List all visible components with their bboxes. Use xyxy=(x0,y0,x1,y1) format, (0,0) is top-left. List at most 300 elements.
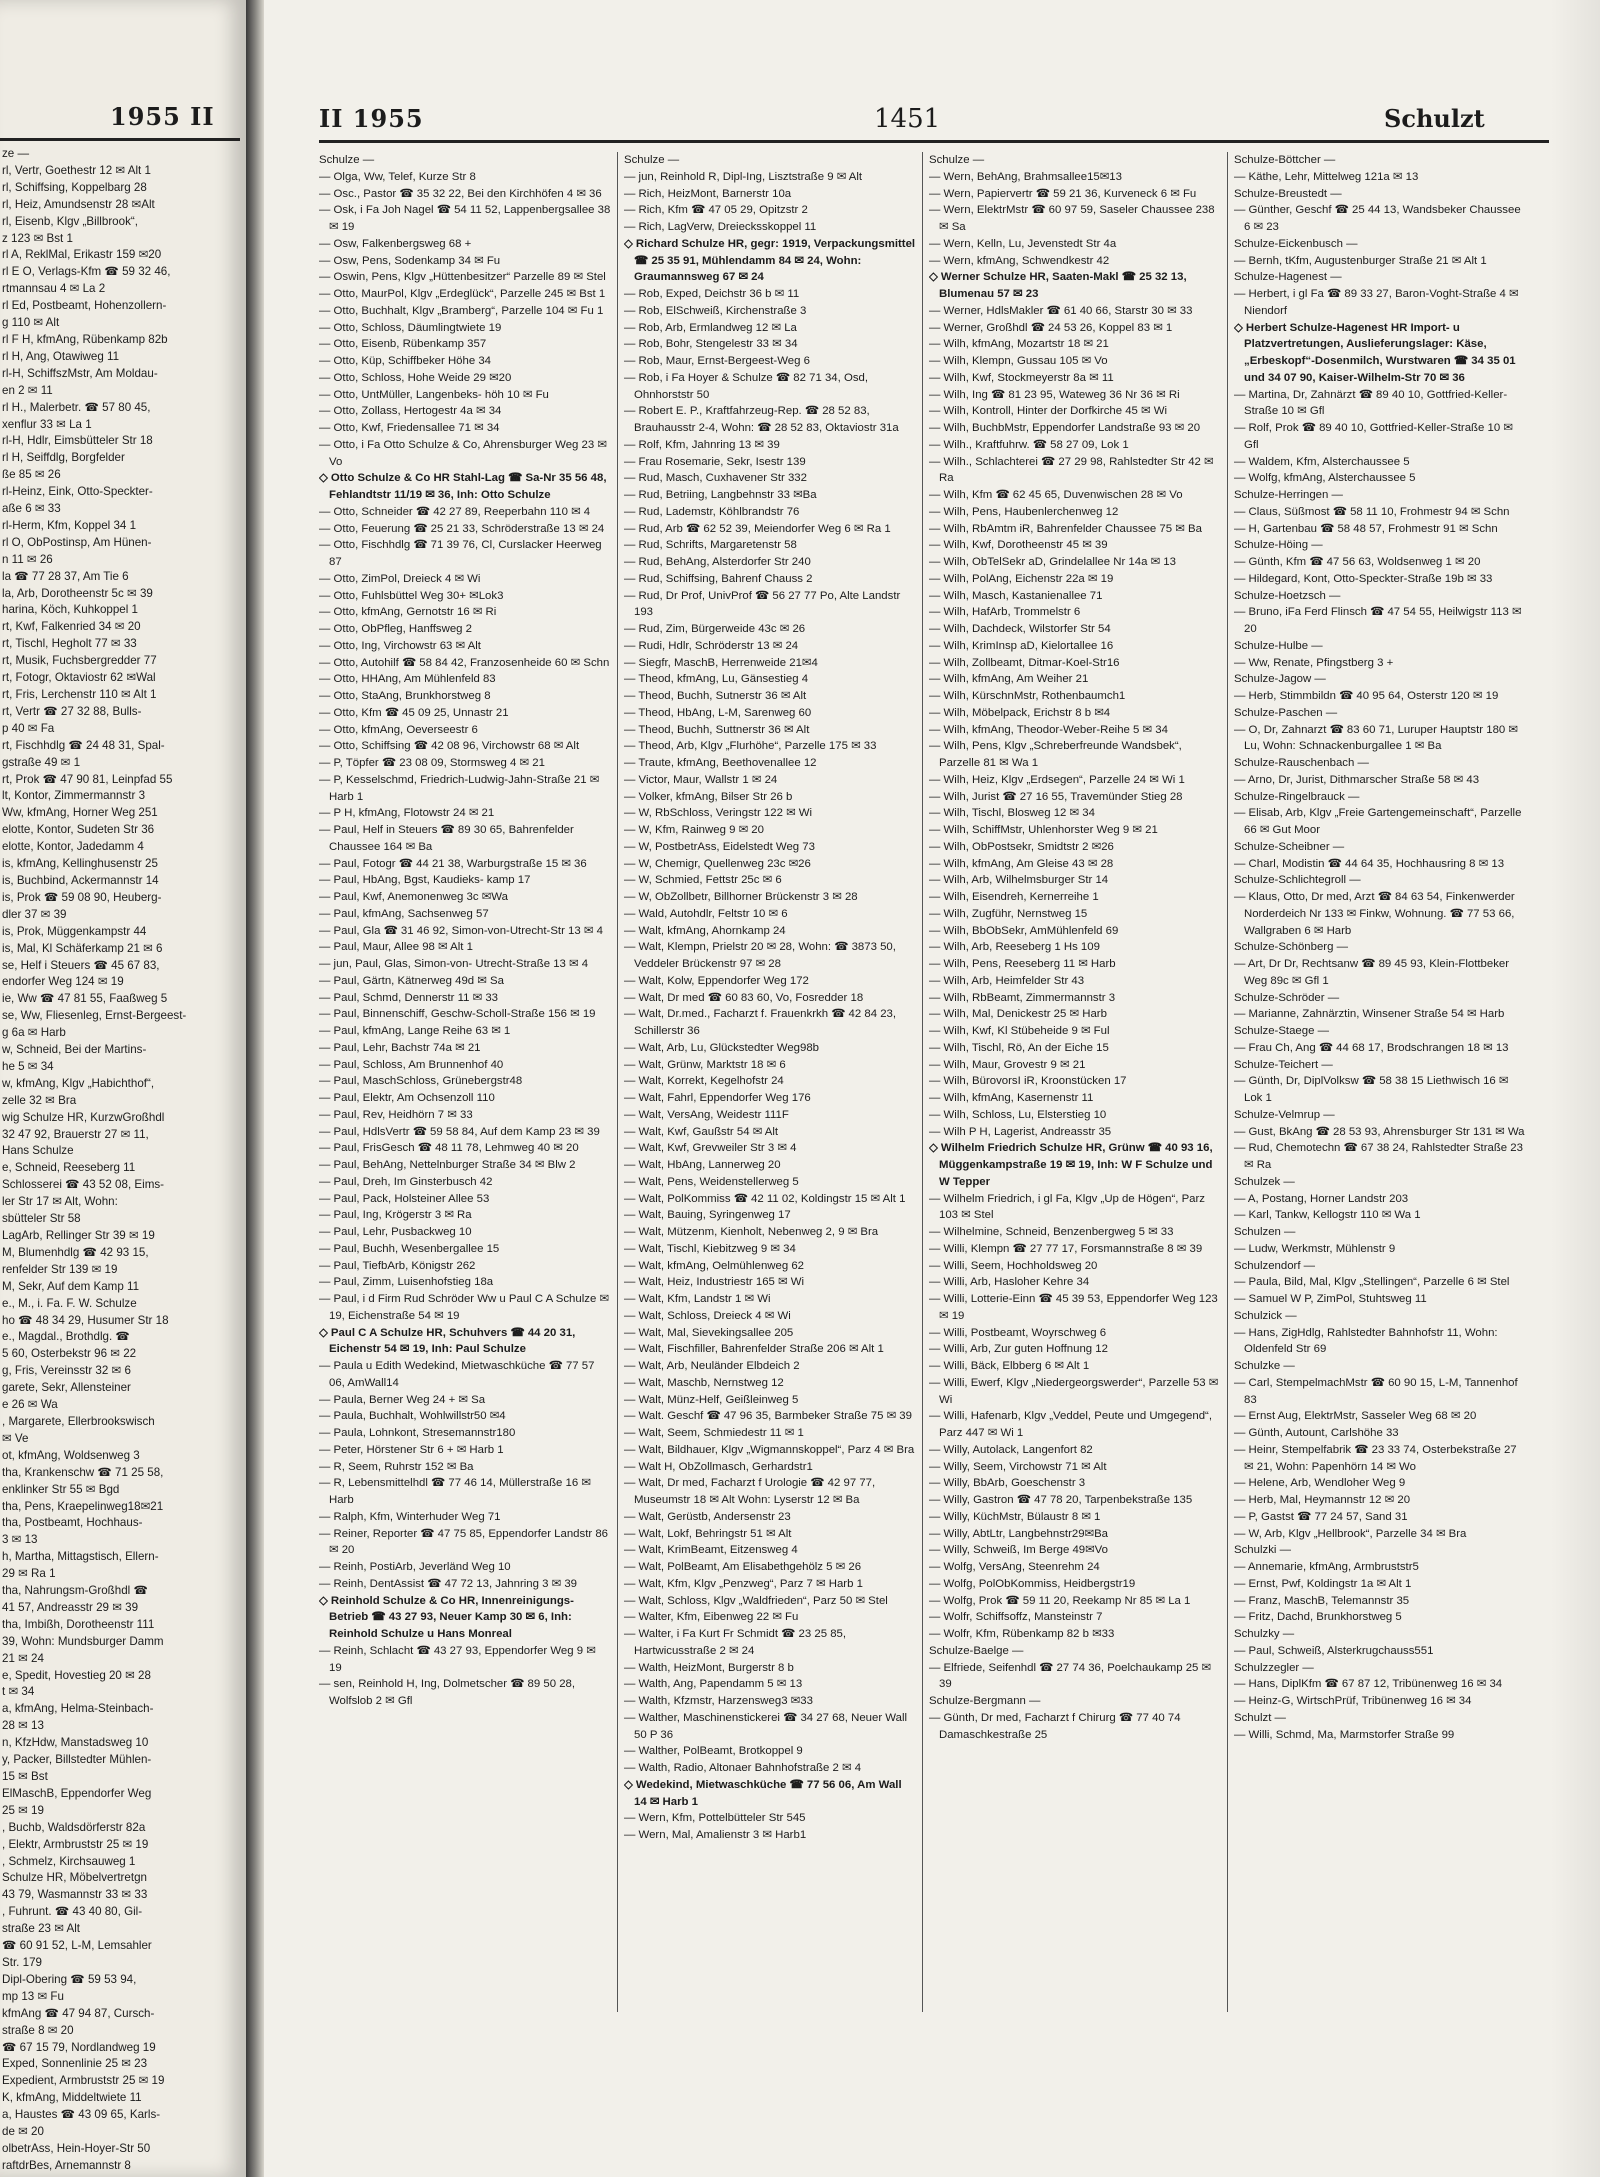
directory-entry: — Willi, Seem, Hochholdsweg 20 xyxy=(929,1259,1098,1272)
directory-entry: — Otto, Kfm ☎ 45 09 25, Unnastr 21 xyxy=(319,706,509,719)
surname-heading: Schulze-Schlichtegroll — xyxy=(1234,874,1361,887)
directory-entry: — Wilh, Tischl, Blosweg 12 ✉ 34 xyxy=(929,807,1095,820)
directory-entry: — Herb, Stimmbildn ☎ 40 95 64, Osterstr 120 ✉ 19 xyxy=(1234,690,1499,702)
left-page-line: dler 37 ✉ 39 xyxy=(2,907,67,921)
left-page-line: ße 85 ✉ 26 xyxy=(2,468,61,482)
left-page-line: rt, Kwf, Falkenried 34 ✉ 20 xyxy=(2,620,141,634)
left-page-line: se, Ww, Fliesenleg, Ernst-Bergeest- xyxy=(2,1009,187,1023)
directory-entry: — Willi, Ewerf, Klgv „Niedergeorgswerder“, Parzelle 53 ✉ Wi xyxy=(929,1376,1219,1406)
directory-entry: — Wilh, Jurist ☎ 27 16 55, Travemünder Stieg 28 xyxy=(929,790,1183,803)
left-page-line: 3 ✉ 13 xyxy=(2,1533,38,1547)
directory-entry: — Marianne, Zahnärztin, Winsener Straße 54 ✉ Harb xyxy=(1234,1008,1505,1021)
directory-entry: — Rob, i Fa Hoyer & Schulze ☎ 82 71 34, Osd, Ohnhorststr 50 xyxy=(624,371,869,401)
directory-entry: — Walt, Arb, Neuländer Elbdeich 2 xyxy=(624,1360,800,1372)
directory-entry: — Wolfg, VersAng, Steenrehm 24 xyxy=(929,1561,1100,1573)
directory-entry: — Otto, Autohilf ☎ 58 84 42, Franzosenheide 60 ✉ Schn xyxy=(319,656,610,669)
directory-entry: — Wilh, kfmAng, Kasernenstr 11 xyxy=(929,1092,1094,1104)
directory-entry: — Walt, HbAng, Lannerweg 20 xyxy=(624,1159,781,1171)
directory-entry: — Wolfg, Prok ☎ 59 11 20, Reekamp Nr 85 ✉ La 1 xyxy=(929,1594,1191,1607)
directory-entry: — Wilh, Heiz, Klgv „Erdsegen“, Parzelle 24 ✉ Wi 1 xyxy=(929,773,1185,786)
directory-entry: — Wilh, Pens, Haubenlerchenweg 12 xyxy=(929,505,1119,518)
directory-entry: — Walther, Maschinenstickerei ☎ 34 27 68, Neuer Wall 50 P 36 xyxy=(624,1711,908,1741)
directory-entry: — Wilhelm Friedrich, i gl Fa, Klgv „Up de Högen“, Parz 103 ✉ Stel xyxy=(929,1192,1205,1222)
directory-entry: — W, RbSchloss, Veringstr 122 ✉ Wi xyxy=(624,807,813,820)
left-page-line: 29 ✉ Ra 1 xyxy=(2,1567,56,1581)
directory-entry: — Willi, Klempn ☎ 27 77 17, Forsmannstraße 8 ✉ 39 xyxy=(929,1242,1203,1255)
directory-entry: — Wald, Autohdlr, Feltstr 10 ✉ 6 xyxy=(624,907,788,920)
directory-entry: — Wilh, KrimInsp aD, Kielortallee 16 xyxy=(929,639,1114,652)
surname-heading: Schulze-Schönberg — xyxy=(1234,941,1348,954)
left-page-line: 41 57, Andreasstr 29 ✉ 39 xyxy=(2,1600,139,1614)
directory-entry: — Wilh, Mal, Denickestr 25 ✉ Harb xyxy=(929,1008,1107,1021)
directory-entry: — Wilh, Ing ☎ 81 23 95, Wateweg 36 Nr 36 ✉ Ri xyxy=(929,388,1180,401)
left-page-line: is, Prok, Müggenkampstr 44 xyxy=(2,924,147,938)
left-page-line: Dipl-Obering ☎ 59 53 94, xyxy=(2,1972,137,1986)
surname-heading: Schulzick — xyxy=(1234,1309,1297,1322)
directory-entry: — Werner, HdlsMakler ☎ 61 40 66, Starstr 30 ✉ 33 xyxy=(929,304,1193,317)
firm-entry: ◇ Reinhold Schulze & Co HR, Innenreinigungs-Betrieb ☎ 43 27 93, Neuer Kamp 30 ✉ 6, Inh: Reinhold Schulze u Hans Monreal xyxy=(319,1594,574,1640)
directory-entry: — Walter, i Fa Kurt Fr Schmidt ☎ 23 25 85, Hartwicusstraße 2 ✉ 24 xyxy=(624,1628,847,1657)
left-page-line: 28 ✉ 13 xyxy=(2,1719,44,1733)
directory-entry: — W, Arb, Klgv „Hellbrook“, Parzelle 34 ✉ Bra xyxy=(1234,1527,1467,1540)
left-page-line: rt, Fris, Lerchenstr 110 ✉ Alt 1 xyxy=(2,688,157,701)
left-page-line: g, Fris, Vereinsstr 32 ✉ 6 xyxy=(2,1364,131,1378)
directory-entry: — Wolfg, PolObKommiss, Heidbergstr19 xyxy=(929,1577,1136,1590)
directory-entry: — Paul, kfmAng, Sachsenweg 57 xyxy=(319,907,489,920)
directory-entry: — Otto, Feuerung ☎ 25 21 33, Schröderstraße 13 ✉ 24 xyxy=(319,522,605,535)
right-page-header-left: II 1955 xyxy=(319,104,424,133)
directory-entry: — Walt, Klempn, Prielstr 20 ✉ 28, Wohn: ☎ 3873 50, Veddeler Brückenstr 97 ✉ 28 xyxy=(624,941,896,970)
directory-entry: — Otto, Ing, Virchowstr 63 ✉ Alt xyxy=(319,639,481,652)
directory-entry: — Walter, Kfm, Eibenweg 22 ✉ Fu xyxy=(624,1611,799,1624)
left-page-line: 39, Wohn: Mundsburger Damm xyxy=(2,1634,164,1648)
left-page-line: rt, Fotogr, Oktaviostr 62 ✉Wal xyxy=(2,671,156,685)
left-page-line: tha, Nahrungsm-Großhdl ☎ xyxy=(2,1584,148,1598)
right-page xyxy=(264,0,1600,2177)
left-page-line: , Fuhrunt. ☎ 43 40 80, Gil- xyxy=(2,1905,143,1919)
directory-entry: — Otto, UntMüller, Langenbeks- höh 10 ✉ Fu xyxy=(319,388,549,401)
directory-entry: — Paula u Edith Wedekind, Mietwaschküche ☎ 77 57 06, AmWall14 xyxy=(319,1360,595,1389)
directory-entry: — Walt, Kolw, Eppendorfer Weg 172 xyxy=(624,974,809,987)
directory-entry: — P, Töpfer ☎ 23 08 09, Stormsweg 4 ✉ 21 xyxy=(319,757,545,769)
directory-entry: — Paul, Zimm, Luisenhofstieg 18a xyxy=(319,1276,494,1289)
directory-entry: — Paul, BehAng, Nettelnburger Straße 34 ✉ Blw 2 xyxy=(319,1159,576,1171)
directory-entry: — H, Gartenbau ☎ 58 48 57, Frohmestr 91 ✉ Schn xyxy=(1234,522,1498,535)
left-page-line: y, Packer, Billstedter Mühlen- xyxy=(2,1753,152,1767)
directory-entry: — Wilh, HafArb, Trommelstr 6 xyxy=(929,606,1081,619)
directory-entry: — Walt, Grünw, Marktstr 18 ✉ 6 xyxy=(624,1058,786,1071)
directory-entry: — Rud, BehAng, Alsterdorfer Str 240 xyxy=(624,556,811,568)
directory-entry: — Wilh, Maur, Grovestr 9 ✉ 21 xyxy=(929,1058,1086,1071)
directory-entry: — Walt, Lokf, Behringstr 51 ✉ Alt xyxy=(624,1527,792,1540)
directory-entry: — Wilh, ObTelSekr aD, Grindelallee Nr 14a ✉ 13 xyxy=(929,556,1176,568)
directory-entry: — Walt, Bildhauer, Klgv „Wigmannskoppel“, Parz 4 ✉ Bra xyxy=(624,1443,915,1456)
surname-heading: Schulzek — xyxy=(1234,1175,1295,1188)
left-page-line: ho ☎ 48 34 29, Husumer Str 18 xyxy=(2,1313,169,1327)
directory-entry: — Otto, ObPfleg, Hanffsweg 2 xyxy=(319,623,473,635)
directory-entry: — Paul, Fotogr ☎ 44 21 38, Warburgstraße 15 ✉ 36 xyxy=(319,857,587,870)
left-page-line: endorfer Weg 124 ✉ 19 xyxy=(2,975,124,989)
directory-entry: — Herb, Mal, Heymannstr 12 ✉ 20 xyxy=(1234,1494,1411,1506)
firm-entry: ◇ Herbert Schulze-Hagenest HR Import- u Platzvertretungen, Auslieferungslager: Käse, „Erbeskopf“-Dosenmilch, Wurstwaren ☎ 34 35 01 und 34 07 90, Kaiser-Wilhelm-Str 70 ✉ 36 xyxy=(1234,321,1516,384)
directory-entry: — Wilh, Arb, Reeseberg 1 Hs 109 xyxy=(929,941,1100,954)
directory-entry: — Willi, Lotterie-Einn ☎ 45 39 53, Eppendorfer Weg 123 ✉ 19 xyxy=(929,1293,1218,1322)
directory-entry: — Rob, Exped, Deichstr 36 b ✉ 11 xyxy=(624,288,800,300)
left-page-line: w, Schneid, Bei der Martins- xyxy=(2,1043,147,1057)
directory-entry: — Rob, ElSchweiß, Kirchenstraße 3 xyxy=(624,304,807,317)
directory-entry: — Theod, Arb, Klgv „Flurhöhe“, Parzelle 175 ✉ 33 xyxy=(624,740,877,753)
left-page-line: e, Schneid, Reeseberg 11 xyxy=(2,1161,136,1175)
directory-entry: — Wilh, RbAmtm iR, Bahrenfelder Chaussee 75 ✉ Ba xyxy=(929,522,1202,535)
directory-entry: — Walt, kfmAng, Ahornkamp 24 xyxy=(624,924,786,937)
directory-entry: — Wern, Kelln, Lu, Jevenstedt Str 4a xyxy=(929,237,1117,250)
directory-entry: — Walt, Heiz, Industriestr 165 ✉ Wi xyxy=(624,1276,805,1289)
left-page-line: rl-H, Hdlr, Eimsbütteler Str 18 xyxy=(2,434,153,448)
surname-heading: Schulze-Hagenest — xyxy=(1234,271,1342,284)
directory-entry: — P, Kesselschmd, Friedrich-Ludwig-Jahn-Straße 21 ✉ Harb 1 xyxy=(319,773,600,803)
left-page-line: is, kfmAng, Kellinghusenstr 25 xyxy=(2,857,158,871)
left-page-line: tha, Krankenschw ☎ 71 25 58, xyxy=(2,1465,164,1479)
directory-entry: — Paul, Elektr, Am Ochsenzoll 110 xyxy=(319,1092,495,1104)
directory-entry: — A, Postang, Horner Landstr 203 xyxy=(1234,1192,1409,1205)
directory-entry: — Paul, HbAng, Bgst, Kaudieks- kamp 17 xyxy=(319,874,531,887)
left-page-line: tha, Pens, Kraepelinweg18✉21 xyxy=(2,1499,164,1513)
directory-entry: — Otto, Eisenb, Rübenkamp 357 xyxy=(319,338,487,351)
directory-entry: — Annemarie, kfmAng, Armbruststr5 xyxy=(1234,1561,1419,1573)
directory-entry: — Otto, Schloss, Hohe Weide 29 ✉20 xyxy=(319,371,512,384)
directory-entry: — Wilh, Dachdeck, Wilstorfer Str 54 xyxy=(929,623,1111,635)
left-page-line: rt, Vertr ☎ 27 32 88, Bulls- xyxy=(2,704,142,718)
left-page-line: , Margarete, Ellerbrookswisch xyxy=(2,1414,155,1428)
left-page-line: g 110 ✉ Alt xyxy=(2,316,60,330)
directory-entry: — Paul, Lehr, Bachstr 74a ✉ 21 xyxy=(319,1041,481,1054)
firm-entry: ◇ Werner Schulze HR, Saaten-Makl ☎ 25 32 13, Blumenau 57 ✉ 23 xyxy=(929,271,1187,300)
directory-entry: — Victor, Maur, Wallstr 1 ✉ 24 xyxy=(624,773,778,786)
directory-entry: — Walt, Pens, Weidenstellerweg 5 xyxy=(624,1175,799,1188)
directory-entry: — Elfriede, Seifenhdl ☎ 27 74 36, Poelchaukamp 25 ✉ 39 xyxy=(929,1661,1212,1691)
directory-entry: — Walt, Münz-Helf, Geißleinweg 5 xyxy=(624,1393,799,1406)
directory-entry: — Carl, StempelmachMstr ☎ 60 90 15, L-M, Tannenhof 83 xyxy=(1234,1376,1518,1406)
left-page xyxy=(0,0,246,2177)
directory-entry: — Otto, ZimPol, Dreieck 4 ✉ Wi xyxy=(319,572,481,585)
directory-entry: — Walt, Mützenm, Kienholt, Nebenweg 2, 9 ✉ Bra xyxy=(624,1226,879,1238)
directory-entry: — Theod, kfmAng, Lu, Gänsestieg 4 xyxy=(624,673,809,686)
left-page-line: Schlosserei ☎ 43 52 08, Eims- xyxy=(2,1178,165,1192)
directory-entry: — Olga, Ww, Telef, Kurze Str 8 xyxy=(319,170,476,183)
directory-column-3 xyxy=(929,152,1221,2032)
surname-heading: Schulzke — xyxy=(1234,1360,1295,1372)
directory-entry: — Paul, MaschSchloss, Grünebergstr48 xyxy=(319,1075,523,1088)
directory-entry: — Wern, Kfm, Pottelbütteler Str 545 xyxy=(624,1812,806,1825)
directory-entry: — Walt, Seem, Schmiedestr 11 ✉ 1 xyxy=(624,1427,804,1439)
directory-entry: — Otto, kfmAng, Oeverseestr 6 xyxy=(319,723,478,736)
left-page-line: 25 ✉ 19 xyxy=(2,1803,44,1817)
directory-entry: — Rich, Kfm ☎ 47 05 29, Opitzstr 2 xyxy=(624,204,808,217)
directory-entry: — Hans, DiplKfm ☎ 67 87 12, Tribünenweg 16 ✉ 34 xyxy=(1234,1678,1503,1691)
left-page-line: e., Magdal., Brothdlg. ☎ xyxy=(2,1330,130,1344)
directory-entry: — Willy, BbArb, Goeschenstr 3 xyxy=(929,1477,1086,1490)
directory-entry: — Otto, Schneider ☎ 42 27 89, Reeperbahn 110 ✉ 4 xyxy=(319,505,591,518)
directory-entry: — W, Chemigr, Quellenweg 23c ✉26 xyxy=(624,857,811,870)
directory-entry: — Otto, Kwf, Friedensallee 71 ✉ 34 xyxy=(319,422,500,434)
directory-entry: — Wilh P H, Lagerist, Andreasstr 35 xyxy=(929,1125,1112,1138)
directory-entry: — Wilh, BürovorsI iR, Kroonstücken 17 xyxy=(929,1075,1127,1088)
surname-heading: Schulze-Hulbe — xyxy=(1234,639,1323,652)
left-page-line: 15 ✉ Bst xyxy=(2,1770,48,1783)
directory-entry: — Claus, Süßmost ☎ 58 11 10, Frohmestr 94 ✉ Schn xyxy=(1234,505,1510,518)
firm-entry: ◇ Otto Schulze & Co HR Stahl-Lag ☎ Sa-Nr 35 56 48, Fehlandtstr 11/19 ✉ 36, Inh: Otto Schulze xyxy=(319,472,607,501)
left-page-line: e., M., i. Fa. F. W. Schulze xyxy=(2,1296,137,1310)
left-page-line: Ww, kfmAng, Horner Weg 251 xyxy=(2,806,158,820)
directory-entry: — Walt H, ObZollmasch, Gerhardstr1 xyxy=(624,1460,813,1473)
surname-heading: Schulze-Herringen — xyxy=(1234,489,1343,501)
directory-entry: — Wern, BehAng, Brahmsallee15✉13 xyxy=(929,170,1122,183)
directory-entry: — Frau Rosemarie, Sekr, Isestr 139 xyxy=(624,455,806,468)
directory-entry: — R, Seem, Ruhrstr 152 ✉ Ba xyxy=(319,1460,474,1473)
left-page-line: Str. 179 xyxy=(2,1955,42,1969)
left-page-line: kfmAng ☎ 47 94 87, Cursch- xyxy=(2,2006,155,2020)
directory-entry: — Walt, Schloss, Dreieck 4 ✉ Wi xyxy=(624,1309,791,1322)
directory-entry: — Paul, Gärtn, Kätnerweg 49d ✉ Sa xyxy=(319,974,504,987)
directory-entry: — Wilh, ObPostsekr, Smidtstr 2 ✉26 xyxy=(929,840,1114,853)
directory-entry: — Paul, Schloss, Am Brunnenhof 40 xyxy=(319,1058,504,1071)
left-page-line: ie, Ww ☎ 47 81 55, Faaßweg 5 xyxy=(2,992,168,1006)
left-page-line: rl-Herm, Kfm, Koppel 34 1 xyxy=(2,518,137,532)
directory-entry: — Otto, StaAng, Brunkhorstweg 8 xyxy=(319,690,491,702)
directory-entry: — Wilh, kfmAng, Am Weiher 21 xyxy=(929,673,1089,686)
surname-heading: Schulze-Staege — xyxy=(1234,1025,1329,1037)
directory-entry: — Traute, kfmAng, Beethovenallee 12 xyxy=(624,757,817,769)
directory-entry: — Otto, Schiffsing ☎ 42 08 96, Virchowstr 68 ✉ Alt xyxy=(319,740,580,753)
left-page-line: K, kfmAng, Middeltwiete 11 xyxy=(2,2091,142,2105)
directory-entry: — W, ObZollbetr, Billhorner Brückenstr 3 ✉ 28 xyxy=(624,891,858,903)
left-page-line: ✉ Ve xyxy=(2,1431,29,1445)
directory-entry: — Wilh, Pens, Klgv „Schreberfreunde Wandsbek“, Parzelle 81 ✉ Wa 1 xyxy=(929,740,1182,769)
directory-column-2 xyxy=(624,152,916,2032)
left-page-line: a, Haustes ☎ 43 09 65, Karls- xyxy=(2,2108,161,2122)
directory-entry: — Paul, Gla ☎ 31 46 92, Simon-von-Utrecht-Str 13 ✉ 4 xyxy=(319,924,603,937)
directory-entry: — Walt, PolBeamt, Am Elisabethgehölz 5 ✉ 26 xyxy=(624,1561,862,1573)
directory-entry: — Otto, Buchhalt, Klgv „Bramberg“, Parzelle 104 ✉ Fu 1 xyxy=(319,304,604,317)
surname-heading: Schulzky — xyxy=(1234,1628,1295,1640)
directory-entry: — Rud, Dr Prof, UnivProf ☎ 56 27 77 Po, Alte Landstr 193 xyxy=(624,589,901,619)
directory-entry: — Osw, Pens, Sodenkamp 34 ✉ Fu xyxy=(319,254,501,267)
directory-entry: — Samuel W P, ZimPol, Stuhtsweg 11 xyxy=(1234,1293,1427,1305)
left-page-line: tha, Imbißh, Dorotheenstr 111 xyxy=(2,1617,155,1631)
directory-entry: — W, PostbetrAss, Eidelstedt Weg 73 xyxy=(624,840,815,853)
directory-entry: — P, Gastst ☎ 77 24 57, Sand 31 xyxy=(1234,1510,1408,1523)
directory-entry: — Franz, MaschB, Telemannstr 35 xyxy=(1234,1594,1410,1607)
directory-entry: — Paul, Helf in Steuers ☎ 89 30 65, Bahrenfelder Chaussee 164 ✉ Ba xyxy=(319,824,574,853)
left-page-line: rl O, ObPostinsp, Am Hünen- xyxy=(2,535,152,549)
directory-entry: — Rud, Lademstr, Köhlbrandstr 76 xyxy=(624,505,800,518)
directory-entry: — Ernst, Pwf, Koldingstr 1a ✉ Alt 1 xyxy=(1234,1577,1412,1590)
directory-entry: — Paul, Buchh, Wesenbergallee 15 xyxy=(319,1242,500,1255)
directory-entry: — Walther, PolBeamt, Brotkoppel 9 xyxy=(624,1745,803,1758)
directory-entry: — Wilh, Tischl, Rö, An der Eiche 15 xyxy=(929,1041,1109,1054)
directory-entry: — Willy, KüchMstr, Bülaustr 8 ✉ 1 xyxy=(929,1510,1101,1523)
left-page-line: z 123 ✉ Bst 1 xyxy=(2,231,73,245)
left-page-line: he 5 ✉ 34 xyxy=(2,1059,54,1073)
directory-entry: — Klaus, Otto, Dr med, Arzt ☎ 84 63 54, Finkenwerder Norderdeich Nr 133 ✉ Finkw, Wohnung. ☎ 77 53 66, Wallgraben 6 ✉ Harb xyxy=(1234,891,1515,937)
surname-heading: Schulze — xyxy=(929,154,985,166)
left-page-line: , Elektr, Armbruststr 25 ✉ 19 xyxy=(2,1837,149,1851)
directory-entry: — Werner, Großhdl ☎ 24 53 26, Koppel 83 ✉ 1 xyxy=(929,321,1173,334)
directory-entry: — Bruno, iFa Ferd Flinsch ☎ 47 54 55, Heilwigstr 113 ✉ 20 xyxy=(1234,606,1522,635)
directory-entry: — Walth, Kfzmstr, Harzensweg3 ✉33 xyxy=(624,1695,813,1707)
directory-entry: — Wilh, Zugführ, Nernstweg 15 xyxy=(929,907,1088,920)
directory-entry: — Wilh, Eisendreh, Kernerreihe 1 xyxy=(929,891,1099,903)
left-page-line: rl H, Ang, Otawiweg 11 xyxy=(2,349,120,363)
directory-entry: — Walt, Kfm, Landstr 1 ✉ Wi xyxy=(624,1293,771,1305)
left-page-line: is, Prok ☎ 59 08 90, Heuberg- xyxy=(2,890,162,904)
directory-entry: — Walt, Schloss, Klgv „Waldfrieden“, Parz 50 ✉ Stel xyxy=(624,1594,888,1607)
directory-entry: — Willi, Arb, Hasloher Kehre 34 xyxy=(929,1276,1090,1289)
left-page-column xyxy=(2,146,238,2175)
page-running-head: Schulzt xyxy=(1384,104,1485,133)
left-page-line: rl-H, SchiffszMstr, Am Moldau- xyxy=(2,366,158,380)
left-page-line: ze — xyxy=(2,147,30,160)
directory-entry: — Wilh, KürschnMstr, Rothenbaumch1 xyxy=(929,690,1126,702)
left-page-line: M, Sekr, Auf dem Kamp 11 xyxy=(2,1279,140,1293)
surname-heading: Schulze — xyxy=(319,154,375,166)
directory-entry: — Theod, Buchh, Suttnerstr 36 ✉ Alt xyxy=(624,723,810,736)
directory-entry: — Wilh, RbBeamt, Zimmermannstr 3 xyxy=(929,991,1116,1004)
directory-entry: — Walt, Maschb, Nernstweg 12 xyxy=(624,1376,784,1389)
directory-entry: — Walth, Radio, Altonaer Bahnhofstraße 2 ✉ 4 xyxy=(624,1762,862,1774)
directory-entry: — W, Schmied, Fettstr 25c ✉ 6 xyxy=(624,874,782,887)
directory-entry: — Robert E. P., Kraftfahrzeug-Rep. ☎ 28 52 83, Brauhausstr 2-4, Wohn: ☎ 28 52 83, Oktaviostr 31a xyxy=(624,405,899,434)
directory-entry: — Paula, Lohnkont, Stresemannstr180 xyxy=(319,1427,516,1439)
directory-entry: — Karl, Tankw, Kellogstr 110 ✉ Wa 1 xyxy=(1234,1209,1421,1222)
directory-entry: — Wilh, Arb, Heimfelder Str 43 xyxy=(929,974,1085,987)
directory-entry: — Walt, Arb, Lu, Glückstedter Weg98b xyxy=(624,1041,819,1054)
directory-entry: — Paul, Binnenschiff, Geschw-Scholl-Straße 156 ✉ 19 xyxy=(319,1008,596,1021)
left-page-line: 5 60, Osterbekstr 96 ✉ 22 xyxy=(2,1347,137,1361)
directory-entry: — Walt, Bauing, Syringenweg 17 xyxy=(624,1209,791,1222)
directory-entry: — Wilh., Kraftfuhrw. ☎ 58 27 09, Lok 1 xyxy=(929,438,1129,451)
left-page-line: p 40 ✉ Fa xyxy=(2,721,55,735)
surname-heading: Schulze-Schröder — xyxy=(1234,991,1340,1004)
directory-entry: — Rob, Arb, Ermlandweg 12 ✉ La xyxy=(624,321,797,334)
directory-entry: — Ww, Renate, Pfingstberg 3 + xyxy=(1234,656,1394,669)
surname-heading: Schulze-Paschen — xyxy=(1234,706,1338,719)
directory-entry: — Theod, HbAng, L-M, Sarenweg 60 xyxy=(624,706,812,719)
directory-entry: — Wilhelmine, Schneid, Benzenbergweg 5 ✉ 33 xyxy=(929,1226,1174,1238)
left-page-line: M, Blumenhdlg ☎ 42 93 15, xyxy=(2,1245,149,1259)
directory-entry: — Günth, Autount, Carlshöhe 33 xyxy=(1234,1427,1399,1439)
directory-entry: — Willi, Arb, Zur guten Hoffnung 12 xyxy=(929,1343,1108,1356)
firm-entry: ◇ Paul C A Schulze HR, Schuhvers ☎ 44 20 31, Eichenstr 54 ✉ 19, Inh: Paul Schulze xyxy=(319,1326,576,1356)
directory-entry: — Wilh, Zollbeamt, Ditmar-Koel-Str16 xyxy=(929,656,1120,669)
left-page-line: aße 6 ✉ 33 xyxy=(2,502,61,516)
directory-entry: — Günth, Kfm ☎ 47 56 63, Woldsenweg 1 ✉ 20 xyxy=(1234,556,1481,568)
left-page-line: ☎ 60 91 52, L-M, Lemsahler xyxy=(2,1939,152,1953)
directory-entry: — Otto, Zollass, Hertogestr 4a ✉ 34 xyxy=(319,405,502,418)
left-page-line: , Buchb, Waldsdörferstr 82a xyxy=(2,1820,146,1834)
left-page-line: straße 8 ✉ 20 xyxy=(2,2023,74,2037)
directory-entry: — Otto, i Fa Otto Schulze & Co, Ahrensburger Weg 23 ✉ Vo xyxy=(319,438,607,468)
left-page-line: is, Buchbind, Ackermannstr 14 xyxy=(2,873,159,887)
directory-entry: — Walt, VersAng, Weidestr 111F xyxy=(624,1108,789,1121)
left-page-line: garete, Sekr, Allensteiner xyxy=(2,1381,131,1395)
directory-entry: — Frau Ch, Ang ☎ 44 68 17, Brodschrangen 18 ✉ 13 xyxy=(1234,1041,1509,1054)
directory-entry: — Walt, kfmAng, Oelmühlenweg 62 xyxy=(624,1259,805,1272)
left-page-header: 1955 II xyxy=(110,102,215,131)
left-page-line: rl, Eisenb, Klgv „Billbrook“, xyxy=(2,214,138,228)
directory-entry: — Wilh, Kfm ☎ 62 45 65, Duvenwischen 28 ✉ Vo xyxy=(929,489,1183,501)
left-page-line: gstraße 49 ✉ 1 xyxy=(2,755,81,769)
directory-entry: — Paul, Schmd, Dennerstr 11 ✉ 33 xyxy=(319,991,499,1004)
directory-entry: — Paul, kfmAng, Lange Reihe 63 ✉ 1 xyxy=(319,1025,511,1037)
surname-heading: Schulze-Jagow — xyxy=(1234,673,1326,686)
header-rule xyxy=(319,140,1549,143)
directory-entry: — Fritz, Dachd, Brunkhorstweg 5 xyxy=(1234,1611,1402,1624)
directory-entry: — Hans, ZigHdlg, Rahlstedter Bahnhofstr 11, Wohn: Oldenfeld Str 69 xyxy=(1234,1326,1498,1356)
directory-entry: — Willy, AbtLtr, Langbehnstr29✉Ba xyxy=(929,1527,1109,1540)
left-page-line: xenflur 33 ✉ La 1 xyxy=(2,417,92,431)
directory-entry: — Heinz-G, WirtschPrüf, Tribünenweg 16 ✉ 34 xyxy=(1234,1695,1472,1707)
directory-entry: — Gust, BkAng ☎ 28 53 93, Ahrensburger Str 131 ✉ Wa xyxy=(1234,1125,1525,1138)
left-page-line: , Schmelz, Kirchsauweg 1 xyxy=(2,1854,136,1868)
surname-heading: Schulzendorf — xyxy=(1234,1259,1316,1272)
left-page-line: h, Martha, Mittagstisch, Ellern- xyxy=(2,1550,159,1564)
left-page-line: Hans Schulze xyxy=(2,1144,74,1158)
directory-entry: — Walt, Korrekt, Kegelhofstr 24 xyxy=(624,1075,784,1088)
left-page-line: rl H., Malerbetr. ☎ 57 80 45, xyxy=(2,400,151,414)
directory-entry: — Rud, Chemotechn ☎ 67 38 24, Rahlstedter Straße 23 ✉ Ra xyxy=(1234,1142,1523,1171)
left-page-line: la ☎ 77 28 37, Am Tie 6 xyxy=(2,569,129,583)
directory-entry: — Käthe, Lehr, Mittelweg 121a ✉ 13 xyxy=(1234,170,1419,183)
directory-entry: — Wilh, Schloss, Lu, Elsterstieg 10 xyxy=(929,1108,1107,1121)
directory-entry: — Walt, Dr med ☎ 60 83 60, Vo, Fosredder 18 xyxy=(624,991,864,1004)
directory-entry: — Walt, Kwf, Grevweiler Str 3 ✉ 4 xyxy=(624,1142,797,1155)
left-page-line: rl A, ReklMal, Erikastr 159 ✉20 xyxy=(2,248,162,262)
directory-entry: — Rob, Maur, Ernst-Bergeest-Weg 6 xyxy=(624,355,810,367)
directory-entry: — Walt, Fischfiller, Bahrenfelder Straße 206 ✉ Alt 1 xyxy=(624,1343,884,1356)
directory-entry: — Otto, HHAng, Am Mühlenfeld 83 xyxy=(319,673,496,686)
directory-entry: — R, Lebensmittelhdl ☎ 77 46 14, Müllerstraße 16 ✉ Harb xyxy=(319,1477,591,1506)
directory-entry: — Wilh, Möbelpack, Erichstr 8 b ✉4 xyxy=(929,706,1111,719)
left-page-line: zelle 32 ✉ Bra xyxy=(2,1093,77,1107)
directory-entry: — Paul, Kwf, Anemonenweg 3c ✉Wa xyxy=(319,891,508,903)
directory-entry: — Willi, Hafenarb, Klgv „Veddel, Peute und Umgegend“, Parz 447 ✉ Wi 1 xyxy=(929,1410,1213,1439)
directory-entry: — Walth, Ang, Papendamm 5 ✉ 13 xyxy=(624,1678,803,1691)
directory-entry: — Theod, Buchh, Sutnerstr 36 ✉ Alt xyxy=(624,690,807,702)
directory-entry: — Wilh, kfmAng, Mozartstr 18 ✉ 21 xyxy=(929,338,1109,351)
directory-entry: — Otto, Schloss, Däumlingtwiete 19 xyxy=(319,321,502,334)
directory-entry: — Rudi, Hdlr, Schröderstr 13 ✉ 24 xyxy=(624,639,799,652)
directory-entry: — Reiner, Reporter ☎ 47 75 85, Eppendorfer Landstr 86 ✉ 20 xyxy=(319,1527,608,1557)
directory-entry: — Walt. Geschf ☎ 47 96 35, Barmbeker Straße 75 ✉ 39 xyxy=(624,1410,912,1423)
page-edge-shade xyxy=(1550,0,1600,2177)
directory-entry: — Wilh, Kontroll, Hinter der Dorfkirche 45 ✉ Wi xyxy=(929,405,1168,418)
directory-entry: — Art, Dr Dr, Rechtsanw ☎ 89 45 93, Klein-Flottbeker Weg 89c ✉ Gfl 1 xyxy=(1234,958,1510,987)
left-page-line: rt, Musik, Fuchsbergredder 77 xyxy=(2,654,157,668)
directory-entry: — Rud, Zim, Bürgerweide 43c ✉ 26 xyxy=(624,623,806,635)
directory-entry: — Paul, HdlsVertr ☎ 59 58 84, Auf dem Kamp 23 ✉ 39 xyxy=(319,1125,600,1138)
left-page-line: tha, Postbeamt, Hochhaus- xyxy=(2,1516,143,1530)
directory-entry: — Wilh, kfmAng, Theodor-Weber-Reihe 5 ✉ 34 xyxy=(929,723,1168,736)
directory-entry: — Bernh, tKfm, Augustenburger Straße 21 ✉ Alt 1 xyxy=(1234,254,1487,267)
directory-entry: — Paula, Buchhalt, Wohlwillstr50 ✉4 xyxy=(319,1410,506,1423)
directory-entry: — Paul, Lehr, Pusbackweg 10 xyxy=(319,1226,472,1238)
directory-entry: — Rich, LagVerw, Dreiecksskoppel 11 xyxy=(624,221,817,233)
left-page-line: ☎ 67 15 79, Nordlandweg 19 xyxy=(2,2040,156,2054)
left-page-line: rl F H, kfmAng, Rübenkamp 82b xyxy=(2,332,168,346)
directory-entry: — Wolfg, kfmAng, Alsterchaussee 5 xyxy=(1234,472,1416,485)
left-page-line: rl, Schiffsing, Koppelbarg 28 xyxy=(2,180,147,194)
